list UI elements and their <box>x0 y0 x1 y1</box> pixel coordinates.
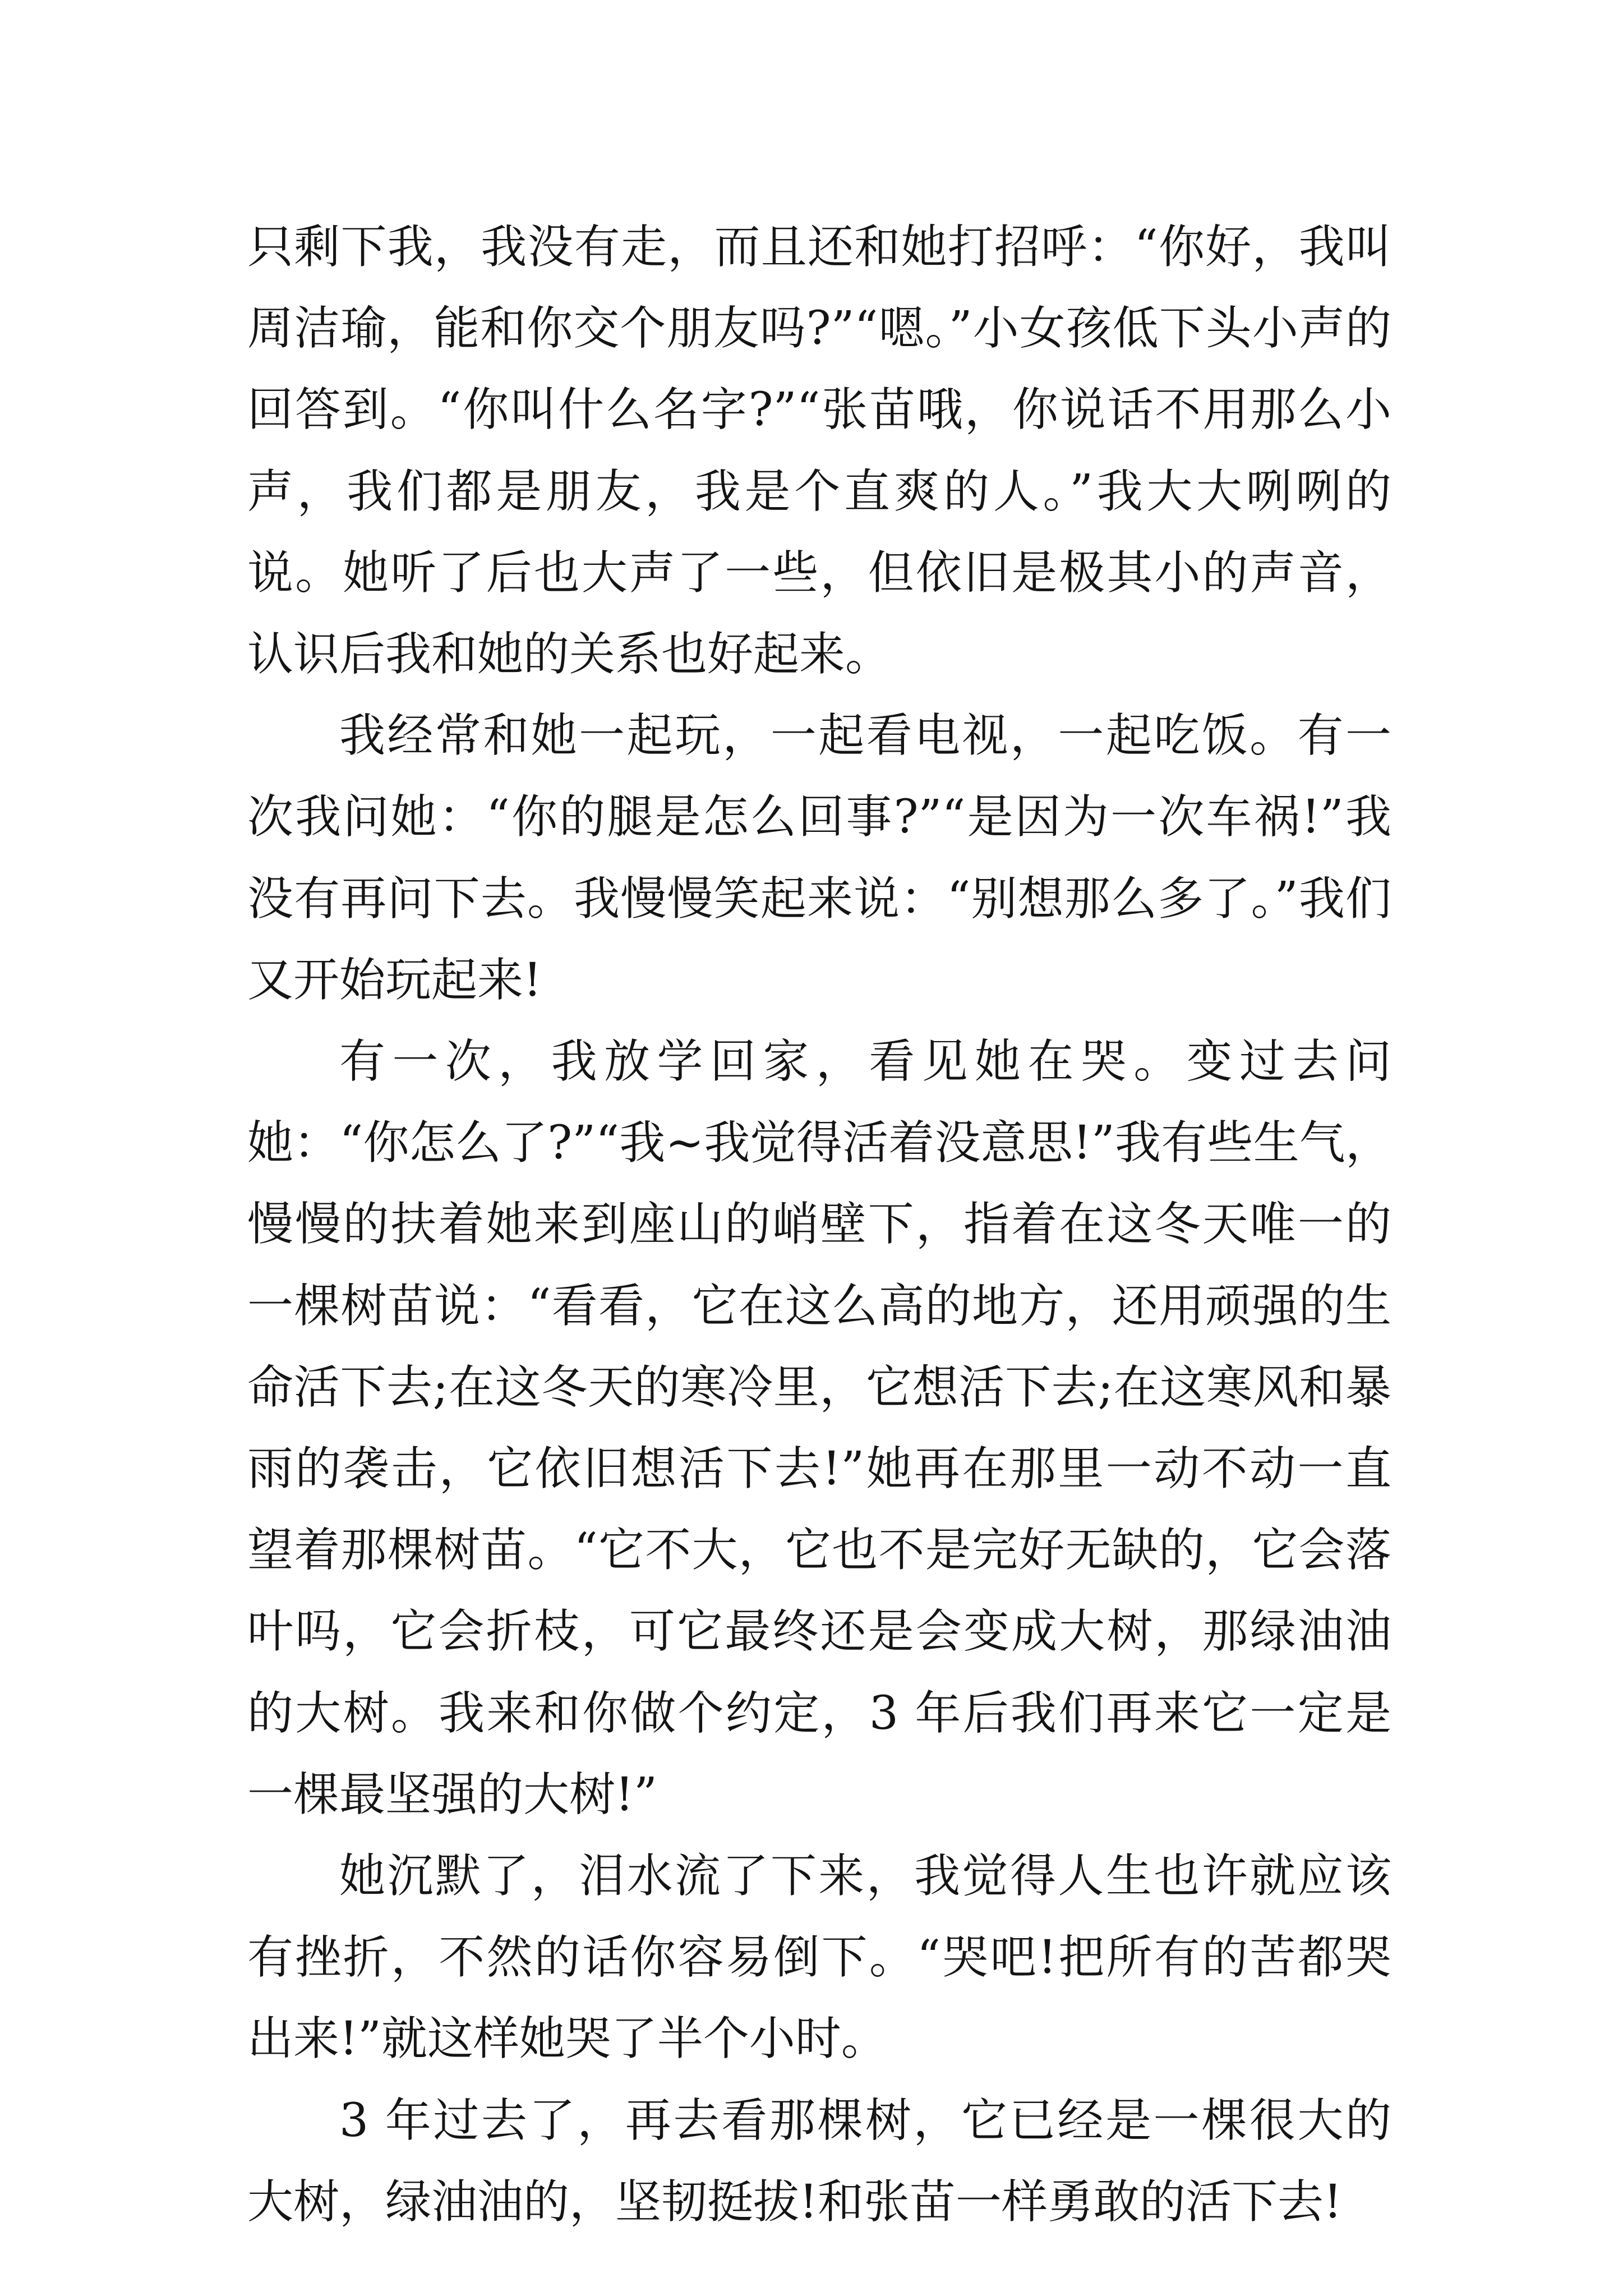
paragraph-1: 只剩下我，我没有走，而且还和她打招呼：“你好，我叫周洁瑜，能和你交个朋友吗?”“嗯。”小女孩低下头小声的回答到。“你叫什么名字?”“张苗哦，你说话不用那么小声，我们都是朋友，我是个直爽的人。”我大大咧咧的说。她听了后也大声了一些，但依旧是极其小的声音，认识后我和她的关系也好起来。 <box>247 220 1391 682</box>
paragraph-3: 有一次，我放学回家，看见她在哭。变过去问她：“你怎么了?”“我~我觉得活着没意思!”我有些生气，慢慢的扶着她来到座山的峭壁下，指着在这冬天唯一的一棵树苗说：“看看，它在这么高的地方，还用顽强的生命活下去;在这冬天的寒冷里，它想活下去;在这寒风和暴雨的袭击，它依旧想活下去!”她再在那里一动不动一直望着那棵树苗。“它不大，它也不是完好无缺的，它会落叶吗，它会折枝，可它最终还是会变成大树，那绿油油的大树。我来和你做个约定，3 年后我们再来它一定是一棵最坚强的大树!” <box>247 1035 1391 1821</box>
paragraph-5: 3 年过去了，再去看那棵树，它已经是一棵很大的大树，绿油油的，坚韧挺拔!和张苗一样勇敢的活下去! <box>247 2093 1391 2229</box>
document-body <box>247 206 1391 2243</box>
paragraph-4: 她沉默了，泪水流了下来，我觉得人生也许就应该有挫折，不然的话你容易倒下。“哭吧!把所有的苦都哭出来!”就这样她哭了半个小时。 <box>247 1849 1391 2066</box>
paragraph-2: 我经常和她一起玩，一起看电视，一起吃饭。有一次我问她：“你的腿是怎么回事?”“是因为一次车祸!”我没有再问下去。我慢慢笑起来说：“别想那么多了。”我们又开始玩起来! <box>247 709 1391 1007</box>
